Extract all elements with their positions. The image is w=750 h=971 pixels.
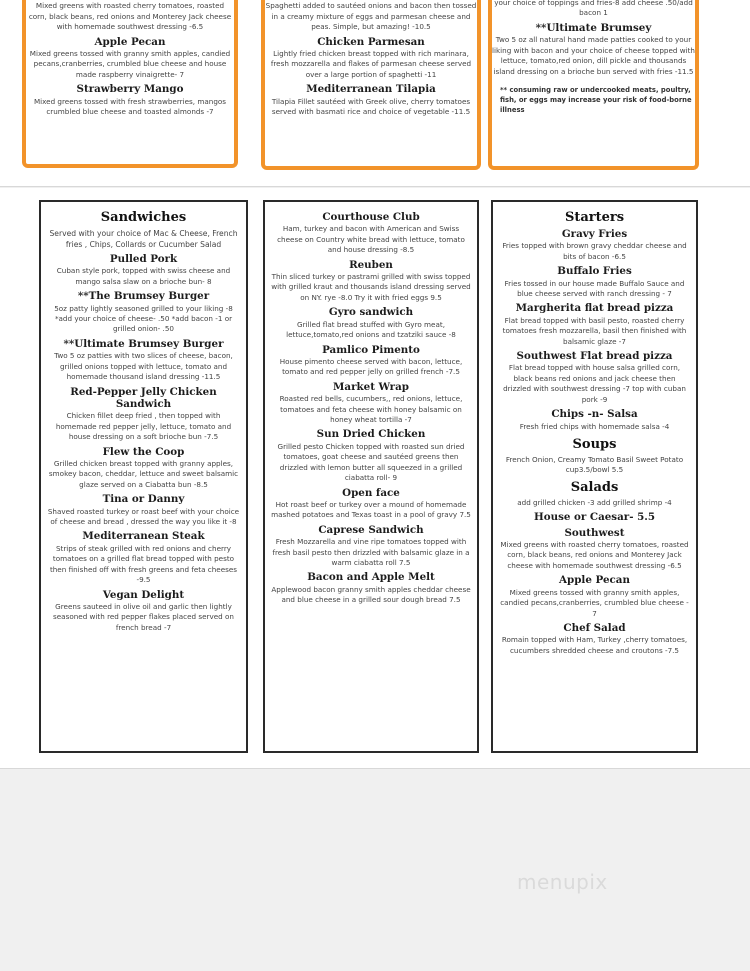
salads-title: Salads	[570, 479, 619, 495]
sandwich-item-desc: Chicken fillet deep fried , then topped with homemade red pepper jelly, lettuce, tomato and house dressing on a soft brioche bun -7.5	[55, 411, 232, 442]
salad-item-title: House or Caesar- 5.5	[534, 511, 655, 524]
sandwich-item-title: Mediterranean Steak	[82, 530, 205, 543]
salad-item-desc: Mixed greens tossed with granny smith apples, candied pecans,cranberries, crumbled blue cheese - 7	[500, 587, 689, 618]
top-right-item-desc: Two 5 oz all natural hand made patties cooked to your liking with bacon and your choice of cheese topped with lettuce, tomato,red onion, dill pickle and thousands island dressing on a brioche bun served with fries -11.5	[492, 35, 695, 76]
sandwich2-item-title: Open face	[342, 486, 400, 499]
sandwich-item-desc: Cuban style pork, topped with swiss cheese and mango salsa slaw on a brioche bun- 8	[56, 266, 231, 286]
sandwich-item-desc: Strips of steak grilled with red onions and cherry tomatoes on a grilled flat bread topped with pesto then finished off with fresh greens and feta cheeses -9.5	[49, 543, 238, 585]
sandwich2-item-title: Reuben	[349, 258, 393, 271]
sandwich2-item-title: Caprese Sandwich	[318, 523, 424, 536]
sandwich2-item-desc: Roasted red bells, cucumbers,, red onions, lettuce, tomatoes and feta cheese with honey balsamic on honey wheat tortilla -7	[279, 394, 463, 424]
starter-item-title: Chips -n- Salsa	[551, 408, 638, 421]
sandwich-item-title: Red-Pepper Jelly Chicken Sandwich	[70, 385, 217, 410]
starter-item-desc: Flat bread topped with basil pesto, roasted cherry tomatoes fresh mozzarella, basil then finished with balsamic glaze -7	[502, 315, 687, 346]
sandwiches-title: Sandwiches	[100, 210, 187, 225]
sandwich-item-desc: Greens sauteed in olive oil and garlic then lightly seasoned with red pepper flakes placed served on french bread -7	[53, 601, 234, 632]
starter-item-desc: Fries topped with brown gravy cheddar cheese and bits of bacon -6.5	[502, 241, 687, 261]
salad-item-title: Chef Salad	[563, 621, 626, 634]
sandwich-item-title: Pulled Pork	[109, 253, 178, 265]
burger-intro: your choice of toppings and fries-8 add cheese .50/add bacon 1	[494, 0, 693, 18]
top-middle-item-desc: Spaghetti added to sautéed onions and bacon then tossed in a creamy mixture of eggs and parmesan cheese and peas. Simple, but amazing! -10.5	[265, 1, 477, 32]
sandwich2-item-desc: Thin sliced turkey or pastrami grilled with swiss topped with grilled kraut and thousands island dressing served on NY. rye -8.0 Try it with fried eggs 9.5	[271, 272, 471, 302]
top-left-item-desc: Mixed greens with roasted cherry tomatoes, roasted corn, black beans, red onions and Monterey Jack cheese with homemade southwest dressing -6.5	[28, 1, 232, 32]
top-left-item-title: Apple Pecan	[94, 35, 166, 48]
sandwich2-item-desc: Grilled pesto Chicken topped with roasted sun dried tomatoes, goat cheese and sautéed greens then drizzled with lemon butter all squeezed in a grilled ciabatta roll- 9	[277, 441, 465, 483]
starters-column	[491, 200, 698, 753]
sandwich2-item-title: Market Wrap	[333, 380, 409, 393]
starter-item-title: Buffalo Fries	[557, 265, 632, 278]
top-left-item-desc: Mixed greens tossed with fresh strawberries, mangos crumbled blue cheese and toasted almonds -7	[33, 96, 227, 117]
sandwich2-item-title: Bacon and Apple Melt	[307, 571, 435, 584]
sandwich2-item-title: Sun Dried Chicken	[316, 428, 426, 441]
starter-item-desc: Fries tossed in our house made Buffalo Sauce and blue cheese served with ranch dressing - 7	[504, 278, 685, 298]
top-middle-item-desc: Lightly fried chicken breast topped with rich marinara, fresh mozzarella and flakes of parmesan cheese served over a large portion of spaghetti -11	[270, 49, 472, 79]
sandwich-item-desc: Grilled chicken breast topped with granny apples, smokey bacon, cheddar, lettuce and sweet balsamic glaze served on a Ciabatta bun -8.5	[48, 458, 239, 489]
food-safety-notice: ** consuming raw or undercooked meats, poultry, fish, or eggs may increase your risk of food-borne illness	[500, 85, 692, 115]
salads-intro: add grilled chicken -3 add grilled shrimp -4	[517, 497, 672, 507]
sandwich2-item-desc: Applewood bacon granny smith apples cheddar cheese and blue cheese in a grilled sour dough bread 7.5	[271, 584, 471, 605]
sandwich2-item-desc: Hot roast beef or turkey over a mound of homemade mashed potatoes and Texas toast in a pool of gravy 7.5	[271, 499, 471, 520]
top-right-column	[488, 0, 699, 170]
top-menu-strip	[0, 0, 750, 187]
salad-item-title: Apple Pecan	[559, 574, 630, 587]
top-left-column	[22, 0, 238, 168]
top-middle-item-title: Mediterranean Tilapia	[306, 83, 436, 96]
sandwich2-item-title: Gyro sandwich	[328, 306, 414, 319]
sandwich-item-title: Flew the Coop	[102, 445, 185, 458]
starter-item-title: Gravy Fries	[561, 228, 628, 240]
sandwich-item-title: Vegan Delight	[102, 588, 185, 601]
sandwich2-item-desc: House pimento cheese served with bacon, lettuce, tomato and red pepper jelly on grilled french -7.5	[279, 356, 463, 377]
main-menu-page	[0, 188, 750, 769]
sandwiches-continued-column	[263, 200, 479, 753]
starter-item-desc: Fresh fried chips with homemade salsa -4	[519, 421, 670, 431]
sandwich2-item-title: Courthouse Club	[322, 211, 420, 223]
salad-item-title: Southwest	[564, 526, 625, 539]
starters-title: Starters	[564, 210, 625, 225]
soups-title: Soups	[572, 436, 617, 452]
starter-item-title: Margherita flat bread pizza	[515, 302, 674, 315]
sandwich2-item-desc: Grilled flat bread stuffed with Gyro meat, lettuce,tomato,red onions and tzatziki sauce -8	[286, 319, 456, 340]
top-middle-item-title: Chicken Parmesan	[317, 35, 425, 48]
top-left-item-title: Strawberry Mango	[76, 83, 184, 96]
sandwich-item-title: **The Brumsey Burger	[77, 290, 210, 303]
soups-desc: French Onion, Creamy Tomato Basil Sweet Potato cup3.5/bowl 5.5	[505, 454, 684, 475]
top-right-item-title: **Ultimate Brumsey	[535, 21, 652, 34]
sandwich-item-desc: Two 5 oz patties with two slices of cheese, bacon, grilled onions topped with lettuce, tomato and homemade thousand island dressing -11.5	[54, 351, 233, 382]
sandwich-item-title: Tina or Danny	[102, 493, 185, 506]
sandwich2-item-desc: Ham, turkey and bacon with American and Swiss cheese on Country white bread with lettuce, tomato and house dressing -8.5	[277, 224, 465, 255]
top-left-item-desc: Mixed greens tossed with granny smith apples, candied pecans,cranberries, crumbled blue cheese and house made raspberry vinaigrette- 7	[29, 49, 231, 79]
top-middle-column	[261, 0, 481, 170]
salad-item-desc: Mixed greens with roasted cherry tomatoes, roasted corn, black beans, red onions and Monterey Jack cheese with homemade southwest dressing -6.5	[500, 539, 689, 570]
sandwich2-item-title: Pamlico Pimento	[322, 343, 420, 356]
starter-item-desc: Flat bread topped with house salsa grilled corn, black beans red onions and jack cheese then drizzled with southwest dressing -7 top with cuban pork -9	[503, 363, 686, 404]
salad-item-desc: Romain topped with Ham, Turkey ,cherry tomatoes, cucumbers shredded cheese and croutons -7.5	[501, 635, 688, 655]
starter-item-title: Southwest Flat bread pizza	[516, 350, 673, 363]
sandwich-item-desc: 5oz patty lightly seasoned grilled to your liking -8 *add your choice of cheese- .50 *add bacon -1 or grilled onion- .50	[54, 303, 233, 334]
sandwiches-column	[39, 200, 248, 753]
top-middle-item-desc: Tilapia Fillet sautéed with Greek olive, cherry tomatoes served with basmati rice and choice of vegetable -11.5	[271, 96, 471, 117]
sandwich-item-title: **Ultimate Brumsey Burger	[63, 337, 224, 350]
sandwich-item-desc: Shaved roasted turkey or roast beef with your choice of cheese and bread , dressed the way you like it -8	[47, 506, 240, 526]
sandwiches-intro: Served with your choice of Mac & Cheese, French fries , Chips, Collards or Cucumber Salad	[49, 229, 238, 249]
menupix-watermark: menupix	[517, 870, 608, 894]
sandwich2-item-desc: Fresh Mozzarella and vine ripe tomatoes topped with fresh basil pesto then drizzled with balsamic glaze in a warm ciabatta roll 7.5	[272, 537, 470, 567]
